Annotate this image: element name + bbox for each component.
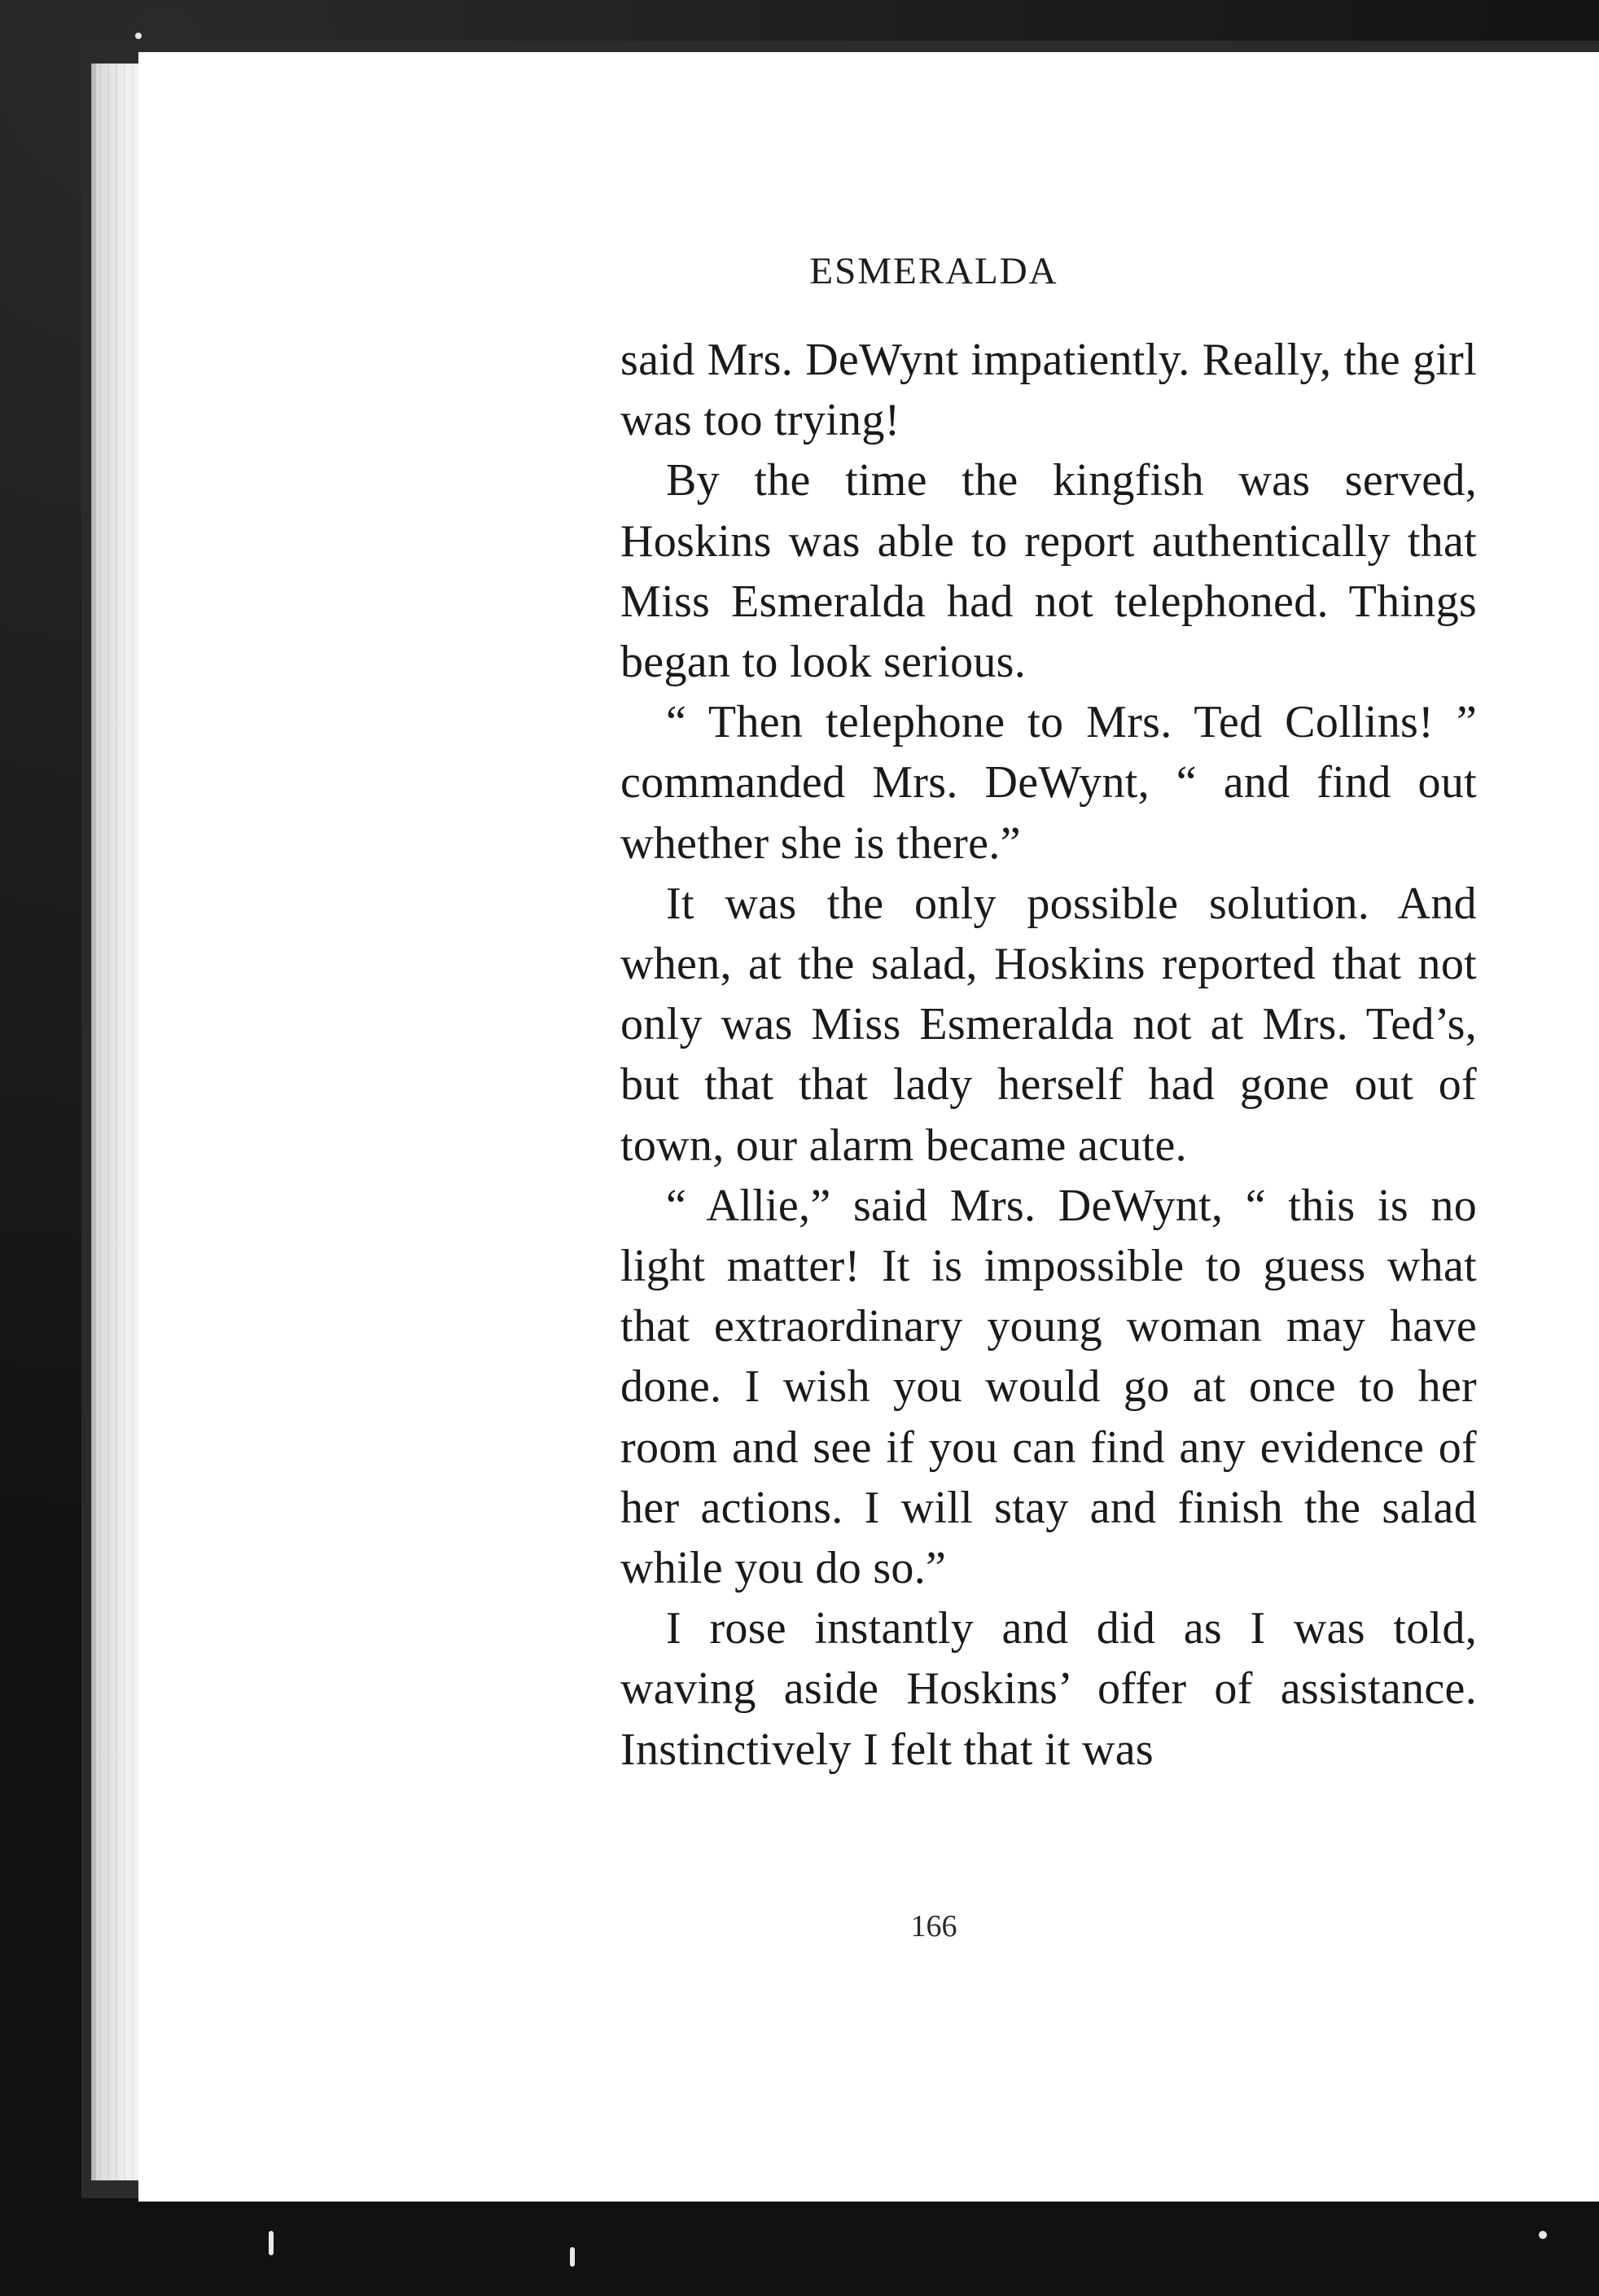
paragraph: “ Allie,” said Mrs. DeWynt, “ this is no light matter! It is impossible to guess what that extraordinary young woman may have done. I wish you would go at once to her room and see if you can find any evidence of her actions. I will stay and finish the salad while you do so.”	[620, 1180, 1477, 1594]
page-number: 166	[910, 1909, 957, 1943]
scan-speck	[269, 2231, 274, 2255]
paragraph: I rose instantly and did as I was told, waving aside Hoskins’ offer of assistance. Instinctively I felt that it was	[620, 1603, 1477, 1775]
scan-speck	[135, 33, 142, 39]
scan-speck	[570, 2247, 575, 2267]
paragraph: By the time the kingfish was served, Hoskins was able to report authentically that Miss Esmeralda had not telephoned. Things began to look serious.	[620, 455, 1477, 688]
body-text	[620, 330, 1477, 1780]
paragraph: said Mrs. DeWynt impatiently. Really, the girl was too trying!	[620, 335, 1477, 446]
running-head: ESMERALDA	[809, 250, 1058, 292]
paragraph: “ Then telephone to Mrs. Ted Collins! ” commanded Mrs. DeWynt, “ and find out whether she is there.”	[620, 697, 1477, 869]
paragraph: It was the only possible solution. And when, at the salad, Hoskins reported that not only was Miss Esmeralda not at Mrs. Ted’s, but that that lady herself had gone out of town, our alarm became acute.	[620, 878, 1477, 1171]
scan-speck	[1539, 2231, 1547, 2239]
